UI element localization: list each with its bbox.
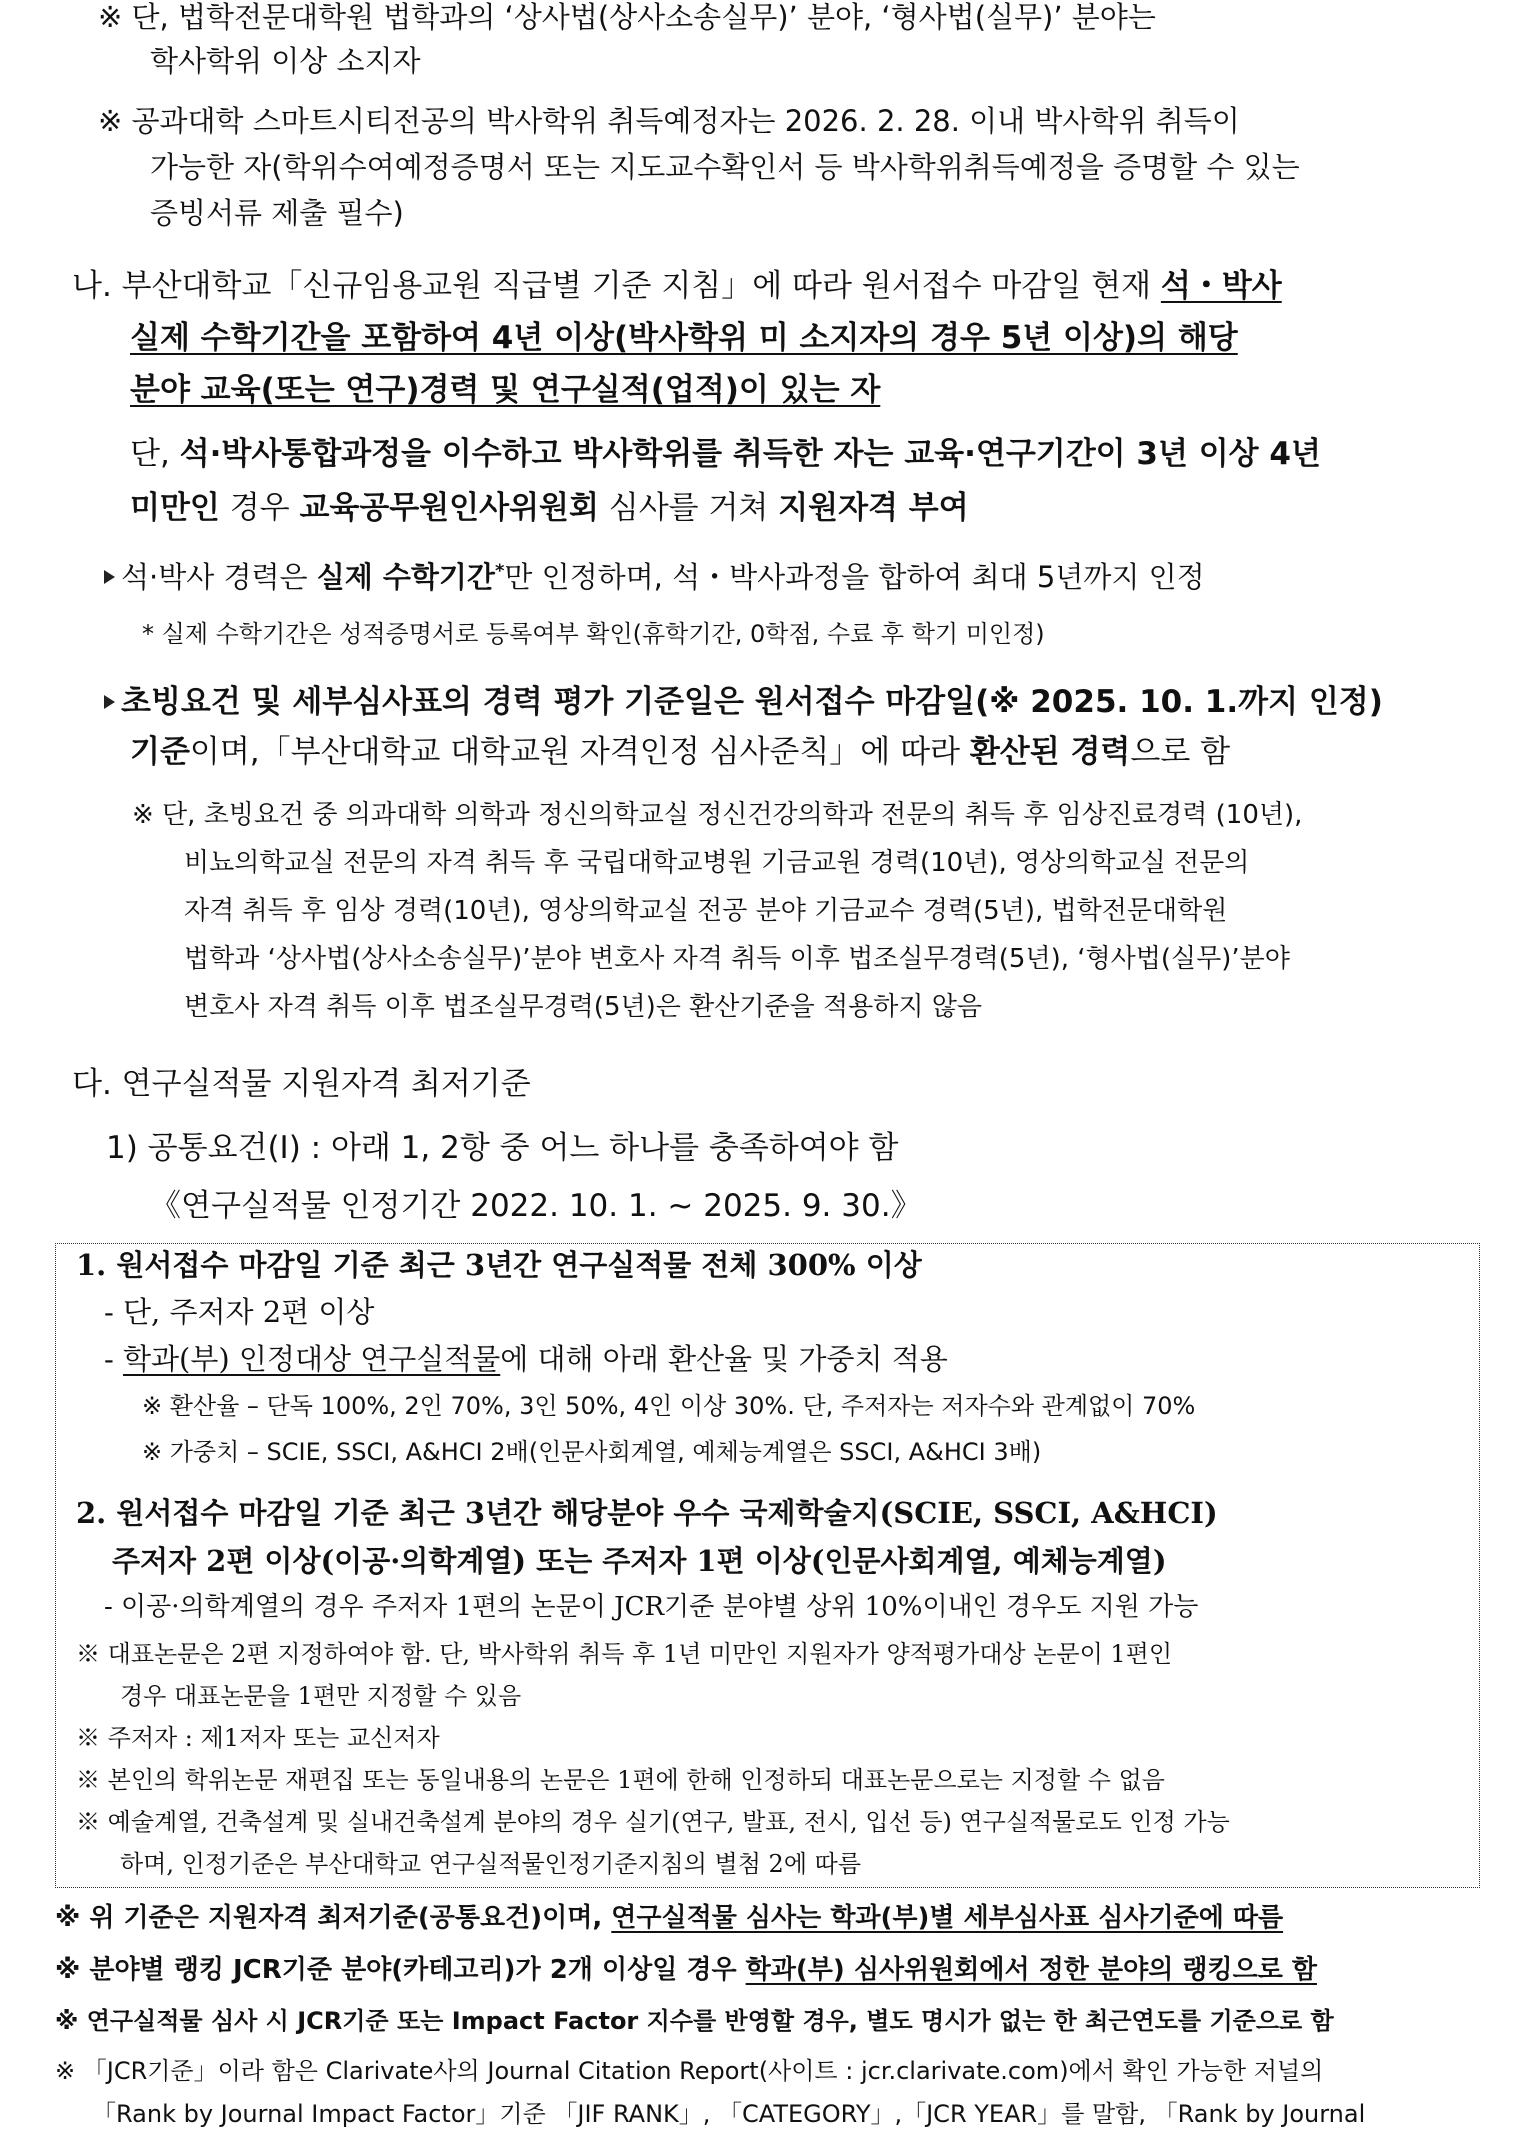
box-item2-line1: 2. 원서접수 마감일 기준 최근 3년간 해당분야 우수 국제학술지(SCIE, SSCI, A&HCI) bbox=[76, 1496, 1218, 1530]
box-item2-line2: 주저자 2편 이상(이공·의학계열) 또는 주저자 1편 이상(인문사회계열, 예체능계열) bbox=[112, 1544, 1167, 1578]
bottom-note-1-underlined: 연구실적물 심사는 학과(부)별 세부심사표 심사기준에 따름 bbox=[611, 1903, 1284, 1933]
bullet2-line2-a: 기준 bbox=[130, 734, 190, 770]
section-na-line5-e: 지원자격 부여 bbox=[778, 490, 969, 526]
bottom-note-2-a: ※ 분야별 랭킹 JCR기준 분야(카테고리)가 2개 이상일 경우 bbox=[55, 1955, 746, 1985]
section-na-line4 bbox=[130, 436, 1321, 473]
section-na-line2: 실제 수학기간을 포함하여 4년 이상(박사학위 미 소지자의 경우 5년 이상)의 해당 bbox=[130, 320, 1238, 356]
bullet-reference-date-line2 bbox=[130, 734, 1230, 771]
box-item2-sub: - 이공·의학계열의 경우 주저자 1편의 논문이 JCR기준 분야별 상위 10%이내인 경우도 지원 가능 bbox=[104, 1592, 1199, 1622]
note-lawschool-line1: ※ 단, 법학전문대학원 법학과의 ‘상사법(상사소송실무)’ 분야, ‘형사법(실무)’ 분야는 bbox=[98, 0, 1156, 34]
bullet-career-credit bbox=[104, 560, 1205, 595]
bottom-note-4-line2: 「Rank by Journal Impact Factor」기준 「JIF RANK」, 「CATEGORY」,「JCR YEAR」를 말함, 「Rank by Journal bbox=[92, 2100, 1366, 2128]
bottom-note-1 bbox=[55, 1903, 1283, 1934]
exception-line3: 자격 취득 후 임상 경력(10년), 영상의학교실 전공 분야 기금교수 경력(5년), 법학전문대학원 bbox=[184, 896, 1228, 926]
exception-line2: 비뇨의학교실 전문의 자격 취득 후 국립대학교병원 기금교원 경력(10년), 영상의학교실 전문의 bbox=[184, 848, 1250, 878]
section-na-line5-a: 미만인 bbox=[130, 490, 220, 526]
note-lawschool-line2: 학사학위 이상 소지자 bbox=[150, 44, 421, 78]
bullet1-sup: * bbox=[494, 560, 505, 582]
section-na-line4-b: 석·박사통합과정을 이수하고 박사학위를 취득한 자는 교육·연구기간이 3년 이상 4년 bbox=[179, 436, 1321, 472]
section-na-line1 bbox=[72, 268, 1282, 305]
bullet1-footnote: * 실제 수학기간은 성적증명서로 등록여부 확인(휴학기간, 0학점, 수료 후 학기 미인정) bbox=[142, 620, 1045, 648]
note-smartcity-line3: 증빙서류 제출 필수) bbox=[150, 196, 404, 230]
box-item1-note1: ※ 환산율 – 단독 100%, 2인 70%, 3인 50%, 4인 이상 30%. 단, 주저자는 저자수와 관계없이 70% bbox=[142, 1392, 1196, 1420]
bullet2-line2-c: 환산된 경력 bbox=[969, 734, 1131, 770]
bullet-reference-date-line1 bbox=[104, 684, 1383, 721]
bullet1-c: 만 인정하며, 석・박사과정을 합하여 최대 5년까지 인정 bbox=[504, 560, 1205, 594]
bottom-note-4-line1: ※ 「JCR기준」이라 함은 Clarivate사의 Journal Citation Report(사이트 : jcr.clarivate.com)에서 확인 가능한 저널의 bbox=[55, 2057, 1324, 2085]
section-da-period: 《연구실적물 인정기간 2022. 10. 1. ~ 2025. 9. 30.》 bbox=[150, 1188, 922, 1224]
box-item1-sub2-underlined: 학과(부) 인정대상 연구실적물 bbox=[123, 1342, 501, 1376]
bottom-note-3: ※ 연구실적물 심사 시 JCR기준 또는 Impact Factor 지수를 반영할 경우, 별도 명시가 없는 한 최근연도를 기준으로 함 bbox=[55, 2007, 1334, 2035]
bullet2-line2-b: 이며,「부산대학교 대학교원 자격인정 심사준칙」에 따라 bbox=[189, 734, 970, 770]
box-item1-sub2-dash: - bbox=[104, 1342, 124, 1376]
section-na-line5-c: 교육공무원인사위원회 bbox=[299, 490, 599, 526]
box-note-a-line2: 경우 대표논문을 1편만 지정할 수 있음 bbox=[120, 1682, 522, 1710]
box-note-d-line2: 하며, 인정기준은 부산대학교 연구실적물인정기준지침의 별첨 2에 따름 bbox=[120, 1850, 862, 1878]
section-na-line5 bbox=[130, 490, 969, 527]
box-note-c: ※ 본인의 학위논문 재편집 또는 동일내용의 논문은 1편에 한해 인정하되 대표논문으로는 지정할 수 없음 bbox=[76, 1766, 1165, 1794]
section-na-line5-b: 경우 bbox=[219, 490, 300, 526]
exception-line5: 변호사 자격 취득 이후 법조실무경력(5년)은 환산기준을 적용하지 않음 bbox=[184, 992, 982, 1022]
note-smartcity-line2: 가능한 자(학위수여예정증명서 또는 지도교수확인서 등 박사학위취득예정을 증명할 수 있는 bbox=[150, 150, 1300, 184]
triangle-bullet-icon bbox=[104, 695, 115, 709]
triangle-bullet-icon bbox=[104, 570, 115, 584]
bottom-note-1-a: ※ 위 기준은 지원자격 최저기준(공통요건)이며, bbox=[55, 1903, 612, 1933]
box-item1-title: 1. 원서접수 마감일 기준 최근 3년간 연구실적물 전체 300% 이상 bbox=[76, 1248, 922, 1282]
note-smartcity-line1: ※ 공과대학 스마트시티전공의 박사학위 취득예정자는 2026. 2. 28. 이내 박사학위 취득이 bbox=[98, 104, 1240, 138]
box-note-a-line1: ※ 대표논문은 2편 지정하여야 함. 단, 박사학위 취득 후 1년 미만인 지원자가 양적평가대상 논문이 1편인 bbox=[76, 1640, 1173, 1668]
section-na-line1-text: 나. 부산대학교「신규임용교원 직급별 기준 지침」에 따라 원서접수 마감일 현재 bbox=[72, 268, 1161, 304]
box-note-d-line1: ※ 예술계열, 건축설계 및 실내건축설계 분야의 경우 실기(연구, 발표, 전시, 입선 등) 연구실적물로도 인정 가능 bbox=[76, 1808, 1230, 1836]
section-na-line5-d: 심사를 거쳐 bbox=[598, 490, 779, 526]
bullet2-line1: 초빙요건 및 세부심사표의 경력 평가 기준일은 원서접수 마감일(※ 2025. 10. 1.까지 인정) bbox=[121, 684, 1383, 720]
exception-line4: 법학과 ‘상사법(상사소송실무)’분야 변호사 자격 취득 이후 법조실무경력(5년), ‘형사법(실무)’분야 bbox=[184, 944, 1290, 974]
box-note-b: ※ 주저자 : 제1저자 또는 교신저자 bbox=[76, 1724, 440, 1752]
box-item1-sub2-rest: 에 대해 아래 환산율 및 가중치 적용 bbox=[500, 1342, 948, 1376]
section-na-line1-bold: 석・박사 bbox=[1160, 268, 1282, 304]
section-na-line4-a: 단, bbox=[130, 436, 180, 472]
bottom-note-2-underlined: 학과(부) 심사위원회에서 정한 분야의 랭킹으로 함 bbox=[745, 1955, 1318, 1985]
bullet1-b: 실제 수학기간 bbox=[316, 560, 495, 594]
box-item1-sub2 bbox=[104, 1342, 948, 1377]
section-na-line3: 분야 교육(또는 연구)경력 및 연구실적(업적)이 있는 자 bbox=[130, 372, 881, 408]
section-da-sub1: 1) 공통요건(Ⅰ) : 아래 1, 2항 중 어느 하나를 충족하여야 함 bbox=[106, 1130, 899, 1166]
section-da-title: 다. 연구실적물 지원자격 최저기준 bbox=[72, 1066, 531, 1102]
bullet1-a: 석·박사 경력은 bbox=[121, 560, 317, 594]
box-item1-note2: ※ 가중치 – SCIE, SSCI, A&HCI 2배(인문사회계열, 예체능계열은 SSCI, A&HCI 3배) bbox=[142, 1438, 1042, 1466]
box-item1-sub1: - 단, 주저자 2편 이상 bbox=[104, 1295, 375, 1329]
exception-line1: ※ 단, 초빙요건 중 의과대학 의학과 정신의학교실 정신건강의학과 전문의 취득 후 임상진료경력 (10년), bbox=[132, 800, 1303, 830]
bottom-note-2 bbox=[55, 1955, 1317, 1986]
bullet2-line2-d: 으로 함 bbox=[1130, 734, 1231, 770]
